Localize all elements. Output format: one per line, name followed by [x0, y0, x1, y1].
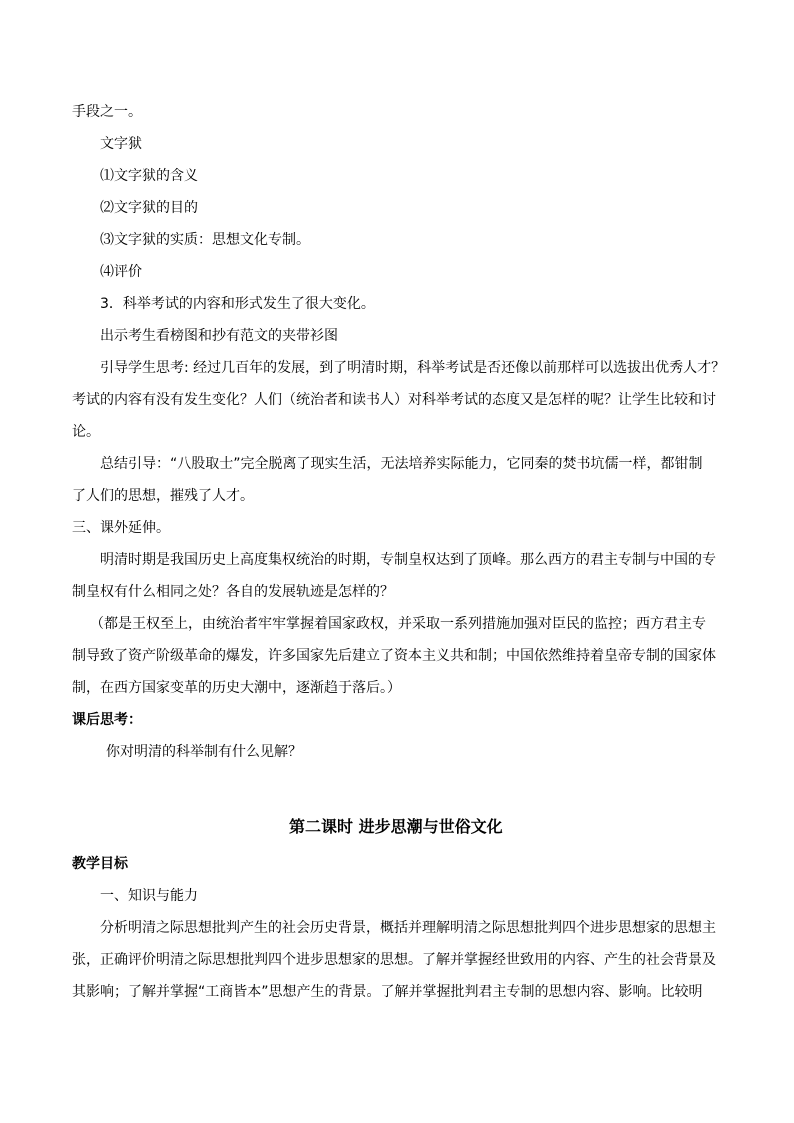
paragraph-line: 论。	[72, 424, 100, 440]
list-item: ⑵文字狱的目的	[100, 200, 198, 216]
paragraph-line: 考试的内容有没有发生变化？人们（统治者和读书人）对科举考试的态度又是怎样的呢？让学生比较和讨	[72, 392, 716, 408]
paragraph-line: 了人们的思想，摧残了人才。	[72, 488, 254, 504]
list-item: ⑴文字狱的含义	[100, 168, 198, 184]
paragraph-line: 分析明清之际思想批判产生的社会历史背景，概括并理解明清之际思想批判四个进步思想家的思想主	[100, 920, 716, 936]
heading-wenziyu: 文字狱	[100, 136, 142, 152]
lesson-title: 第二课时 进步思潮与世俗文化	[289, 817, 503, 836]
list-item: ⑷评价	[100, 264, 142, 280]
text-line: 手段之一。	[72, 104, 142, 120]
text-line: 出示考生看榜图和抄有范文的夹带衫图	[100, 328, 338, 344]
list-item: ⑶文字狱的实质：思想文化专制。	[100, 232, 310, 248]
subsection-heading: 一、知识与能力	[100, 888, 198, 904]
text-line: 3．科举考试的内容和形式发生了很大变化。	[100, 296, 375, 312]
paragraph-line: 张，正确评价明清之际思想批判四个进步思想家的思想。了解并掌握经世致用的内容、产生的社会背景及	[72, 952, 716, 968]
paragraph-line: 明清时期是我国历史上高度集权统治的时期，专制皇权达到了顶峰。那么西方的君主专制与中国的专	[100, 552, 716, 568]
paragraph-line: 总结引导：“八股取士”完全脱离了现实生活，无法培养实际能力，它同秦的焚书坑儒一样，都钳制	[100, 456, 703, 472]
after-class-heading: 课后思考：	[72, 712, 142, 728]
paragraph-line: 制，在西方国家变革的历史大潮中，逐渐趋于落后。）	[72, 680, 401, 696]
paragraph-line: 制皇权有什么相同之处？各自的发展轨迹是怎样的？	[72, 584, 394, 600]
question-line: 你对明清的科举制有什么见解？	[106, 744, 302, 760]
paragraph-line: 引导学生思考: 经过几百年的发展，到了明清时期，科举考试是否还像以前那样可以选拔出优秀人才？	[100, 360, 726, 376]
paragraph-line: （都是王权至上，由统治者牢牢掌握着国家政权，并采取一系列措施加强对臣民的监控；西方君主专	[90, 616, 706, 632]
paragraph-line: 制导致了资产阶级革命的爆发，许多国家先后建立了资本主义共和制；中国依然维持着皇帝专制的国家体	[72, 648, 716, 664]
objectives-heading: 教学目标	[72, 856, 128, 872]
section-heading: 三、课外延伸。	[72, 520, 170, 536]
paragraph-line: 其影响；了解并掌握“工商皆本”思想产生的背景。了解并掌握批判君主专制的思想内容、影响。比较明	[72, 984, 703, 1000]
